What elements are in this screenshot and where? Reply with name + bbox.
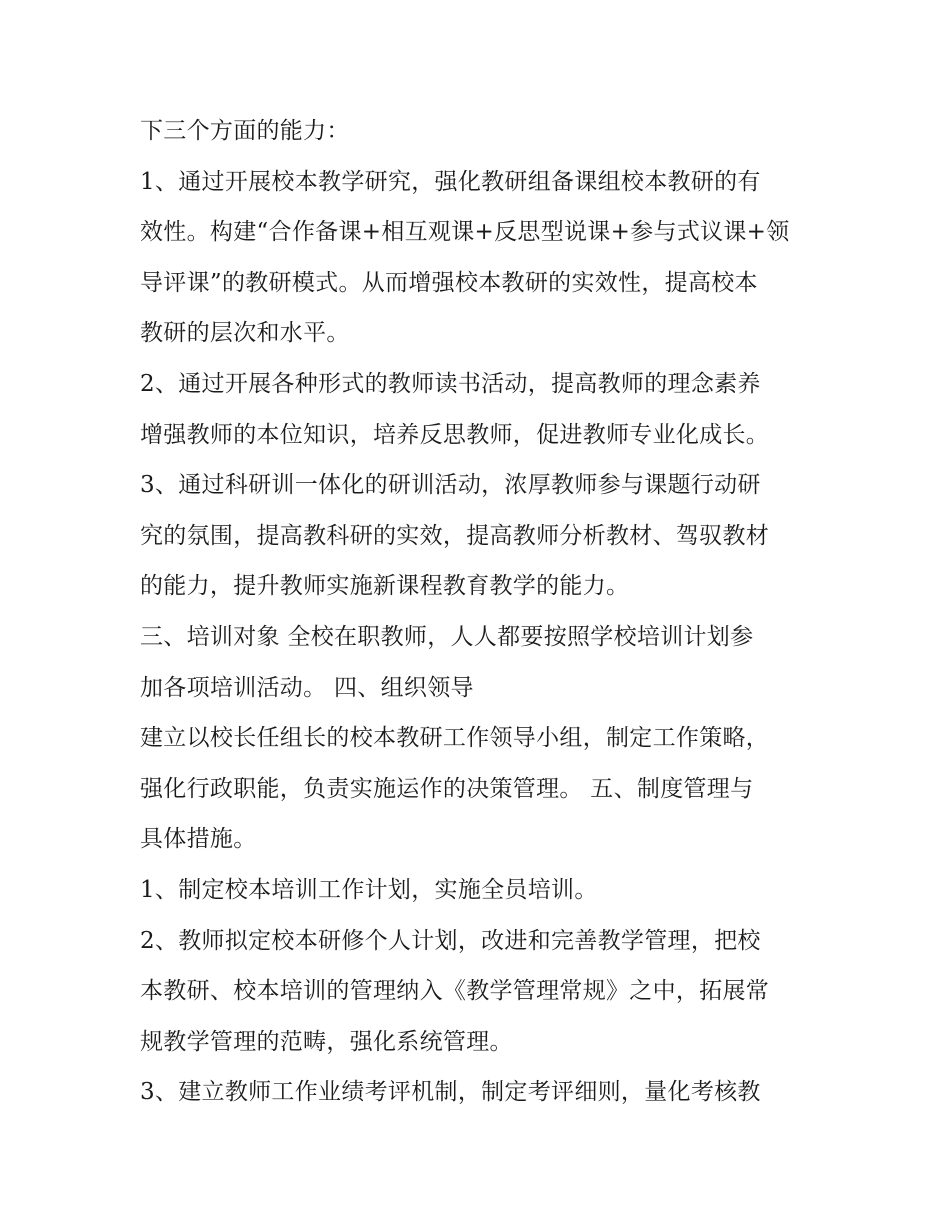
text-line: 具体措施。 xyxy=(140,826,257,852)
text-line: 本教研、校本培训的管理纳入《教学管理常规》之中，拓展常 xyxy=(140,978,770,1004)
text-line: 增强教师的本位知识，培养反思教师，促进教师专业化成长。 xyxy=(140,422,770,448)
text-line: 效性。构建“合作备课+相互观课+反思型说课+参与式议课+领 xyxy=(140,219,790,245)
text-line: 教研的层次和水平。 xyxy=(140,320,350,346)
text-line: 3、建立教师工作业绩考评机制，制定考评细则，量化考核教 xyxy=(140,1079,761,1105)
text-line: 1、制定校本培训工作计划，实施全员培训。 xyxy=(140,877,598,903)
text-line: 的能力，提升教师实施新课程教育教学的能力。 xyxy=(140,573,630,599)
text-line: 规教学管理的范畴，强化系统管理。 xyxy=(140,1029,513,1055)
text-line: 2、教师拟定校本研修个人计划，改进和完善教学管理，把校 xyxy=(140,928,761,954)
text-line: 1、通过开展校本教学研究，强化教研组备课组校本教研的有 xyxy=(140,169,761,195)
text-line: 2、通过开展各种形式的教师读书活动，提高教师的理念素养 xyxy=(140,371,761,397)
text-line: 加各项培训活动。 四、组织领导 xyxy=(140,675,474,701)
text-line: 三、培训对象 全校在职教师，人人都要按照学校培训计划参 xyxy=(140,624,754,650)
text-line: 建立以校长任组长的校本教研工作领导小组，制定工作策略， xyxy=(140,725,770,751)
text-line: 下三个方面的能力： xyxy=(140,118,350,144)
text-line: 3、通过科研训一体化的研训活动，浓厚教师参与课题行动研 xyxy=(140,472,761,498)
text-line: 强化行政职能，负责实施运作的决策管理。 五、制度管理与 xyxy=(140,776,754,802)
text-line: 导评课”的教研模式。从而增强校本教研的实效性，提高校本 xyxy=(140,270,758,296)
text-line: 究的氛围，提高教科研的实效，提高教师分析教材、驾驭教材 xyxy=(140,523,770,549)
